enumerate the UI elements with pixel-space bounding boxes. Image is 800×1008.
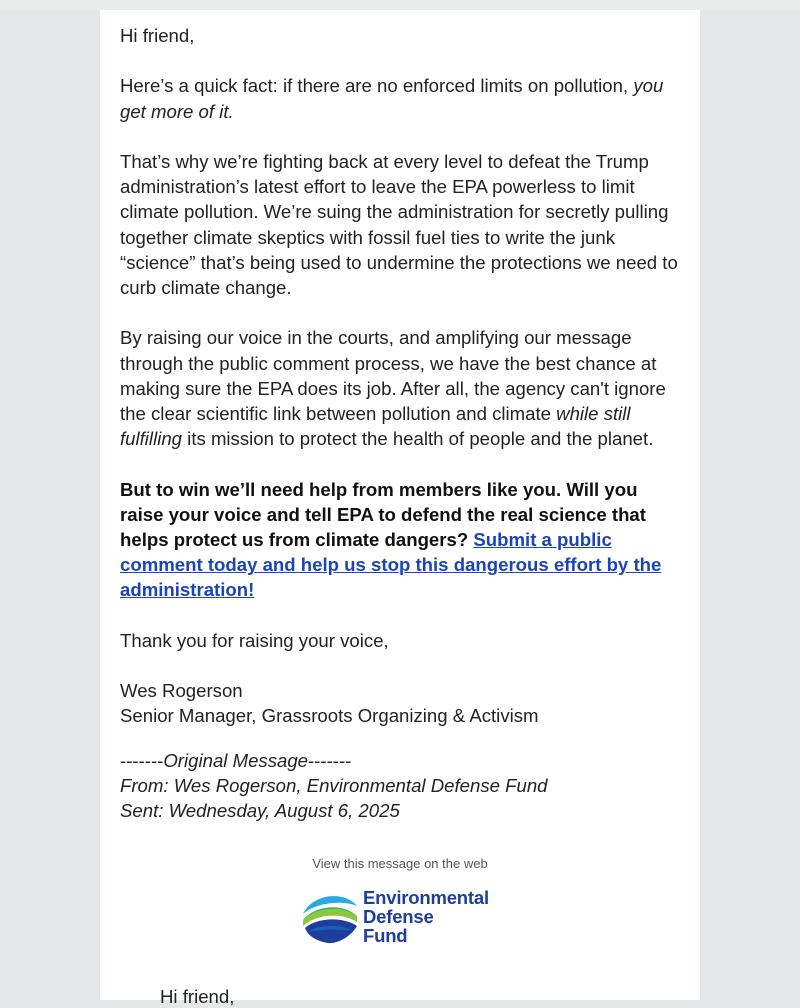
signature-name: Wes Rogerson [120,680,243,702]
original-from: From: Wes Rogerson, Environmental Defense Fund [120,775,548,797]
top-strip [0,0,800,10]
paragraph-call-to-action: But to win we’ll need help from members like you. Will you raise your voice and tell EPA to defend the real science that helps protect us from climate dangers? Submit a public comment today and help us stop this dangerous effort by the administration! [120,478,662,601]
edf-logo[interactable] [300,886,500,944]
email-body [120,23,682,729]
original-message-header: -------Original Message------- [120,750,352,771]
email-card [100,10,700,1007]
paragraph-courts: By raising our voice in the courts, and amplifying our message through the public comment process, we have the best chance at making sure the EPA does its job. After all, the agency can't ignore the clear scientific link between pollution and climate while still fulfilling its mission to protect the health of people and the planet. [120,327,666,450]
edf-logo-icon [300,886,360,944]
greeting: Hi friend, [120,25,195,46]
paragraph-fighting-back: That’s why we’re fighting back at every level to defeat the Trump administration’s latest effort to leave the EPA powerless to limit climate pollution. We’re suing the administration for secretly pulling together climate skeptics with fossil fuel ties to write the junk “science” that’s being used to undermine the protections we need to curb climate change. [120,150,678,298]
view-on-web-link[interactable]: View this message on the web [312,856,488,871]
original-message-block [120,748,682,824]
edf-logo-wordmark: Environmental Defense Fund [363,887,489,946]
quoted-greeting: Hi friend, [160,986,235,1007]
original-sent: Sent: Wednesday, August 6, 2025 [120,800,400,822]
signature-title: Senior Manager, Grassroots Organizing & Activism [120,705,539,727]
submit-comment-link[interactable]: Submit a public comment today and help us stop this dangerous effort by the administration! [120,529,662,601]
thanks-line: Thank you for raising your voice, [120,629,389,651]
paragraph-fact: Here’s a quick fact: if there are no enforced limits on pollution, you get more of it. [120,75,664,122]
